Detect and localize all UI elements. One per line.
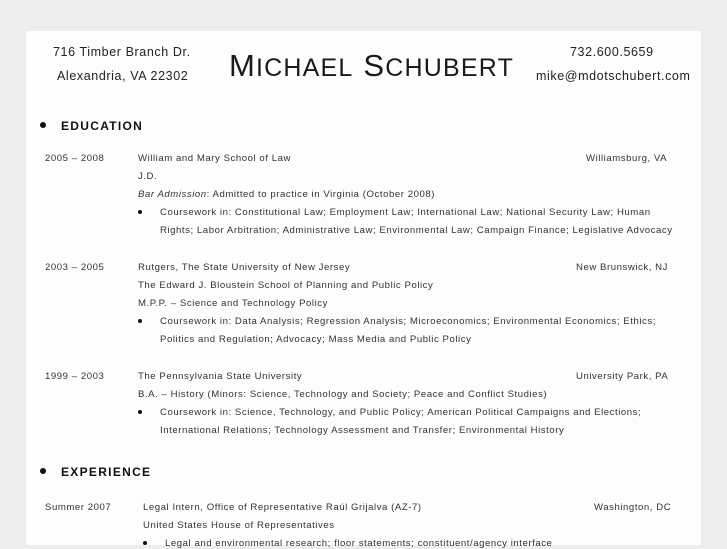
coursework-line: Coursework in: Data Analysis; Regression Analysis; Microeconomics; Environmental Economics; Ethics;: [160, 316, 656, 327]
address-line-2: Alexandria, VA 22302: [57, 69, 189, 83]
education-degree: M.P.P. – Science and Technology Policy: [138, 298, 328, 309]
section-bullet-icon: [40, 122, 46, 128]
coursework-line: Coursework in: Constitutional Law; Employment Law; International Law; National Security Law; Human: [160, 207, 651, 218]
experience-position: Legal Intern, Office of Representative Raúl Grijalva (AZ-7): [143, 502, 422, 513]
experience-bullet: Legal and environmental research; floor statements; constituent/agency interface: [165, 538, 553, 549]
education-dates: 2003 – 2005: [45, 262, 105, 273]
address-line-1: 716 Timber Branch Dr.: [53, 45, 191, 59]
list-bullet-icon: [143, 541, 147, 545]
list-bullet-icon: [138, 210, 142, 214]
name-first-initial: M: [229, 48, 257, 83]
education-degree: B.A. – History (Minors: Science, Technology and Society; Peace and Conflict Studies): [138, 389, 548, 400]
list-bullet-icon: [138, 410, 142, 414]
education-institution: William and Mary School of Law: [138, 153, 291, 164]
education-school: The Edward J. Bloustein School of Planning and Public Policy: [138, 280, 434, 291]
education-institution: The Pennsylvania State University: [138, 371, 303, 382]
page-title: [229, 48, 514, 84]
coursework-line: Politics and Regulation; Advocacy; Mass Media and Public Policy: [160, 334, 472, 345]
education-dates: 2005 – 2008: [45, 153, 105, 164]
section-bullet-icon: [40, 468, 46, 474]
note-text: : Admitted to practice in Virginia (October 2008): [206, 189, 435, 200]
education-location: University Park, PA: [576, 371, 669, 382]
email-link[interactable]: mike@mdotschubert.com: [536, 69, 691, 83]
education-institution: Rutgers, The State University of New Jersey: [138, 262, 351, 273]
name-first-rest: ICHAEL: [256, 54, 354, 82]
resume-page: [26, 31, 701, 549]
education-degree: J.D.: [138, 171, 158, 182]
experience-organization: United States House of Representatives: [143, 520, 335, 531]
note-label: Bar Admission: [138, 189, 207, 200]
experience-location: Washington, DC: [594, 502, 672, 513]
education-note: [138, 189, 435, 200]
name-last-initial: S: [363, 48, 386, 83]
list-bullet-icon: [138, 319, 142, 323]
section-title-education: EDUCATION: [61, 119, 144, 133]
coursework-line: Rights; Labor Arbitration; Administrative Law; Environmental Law; Campaign Finance; Legislative Advocacy: [160, 225, 673, 236]
name-last-rest: CHUBERT: [385, 54, 515, 82]
phone: 732.600.5659: [570, 45, 654, 59]
education-location: Williamsburg, VA: [586, 153, 668, 164]
education-location: New Brunswick, NJ: [576, 262, 668, 273]
section-title-experience: EXPERIENCE: [61, 465, 152, 479]
coursework-line: International Relations; Technology Assessment and Transfer; Environmental History: [160, 425, 565, 436]
education-dates: 1999 – 2003: [45, 371, 105, 382]
experience-dates: Summer 2007: [45, 502, 112, 513]
coursework-line: Coursework in: Science, Technology, and Public Policy; American Political Campaigns and Elections;: [160, 407, 642, 418]
